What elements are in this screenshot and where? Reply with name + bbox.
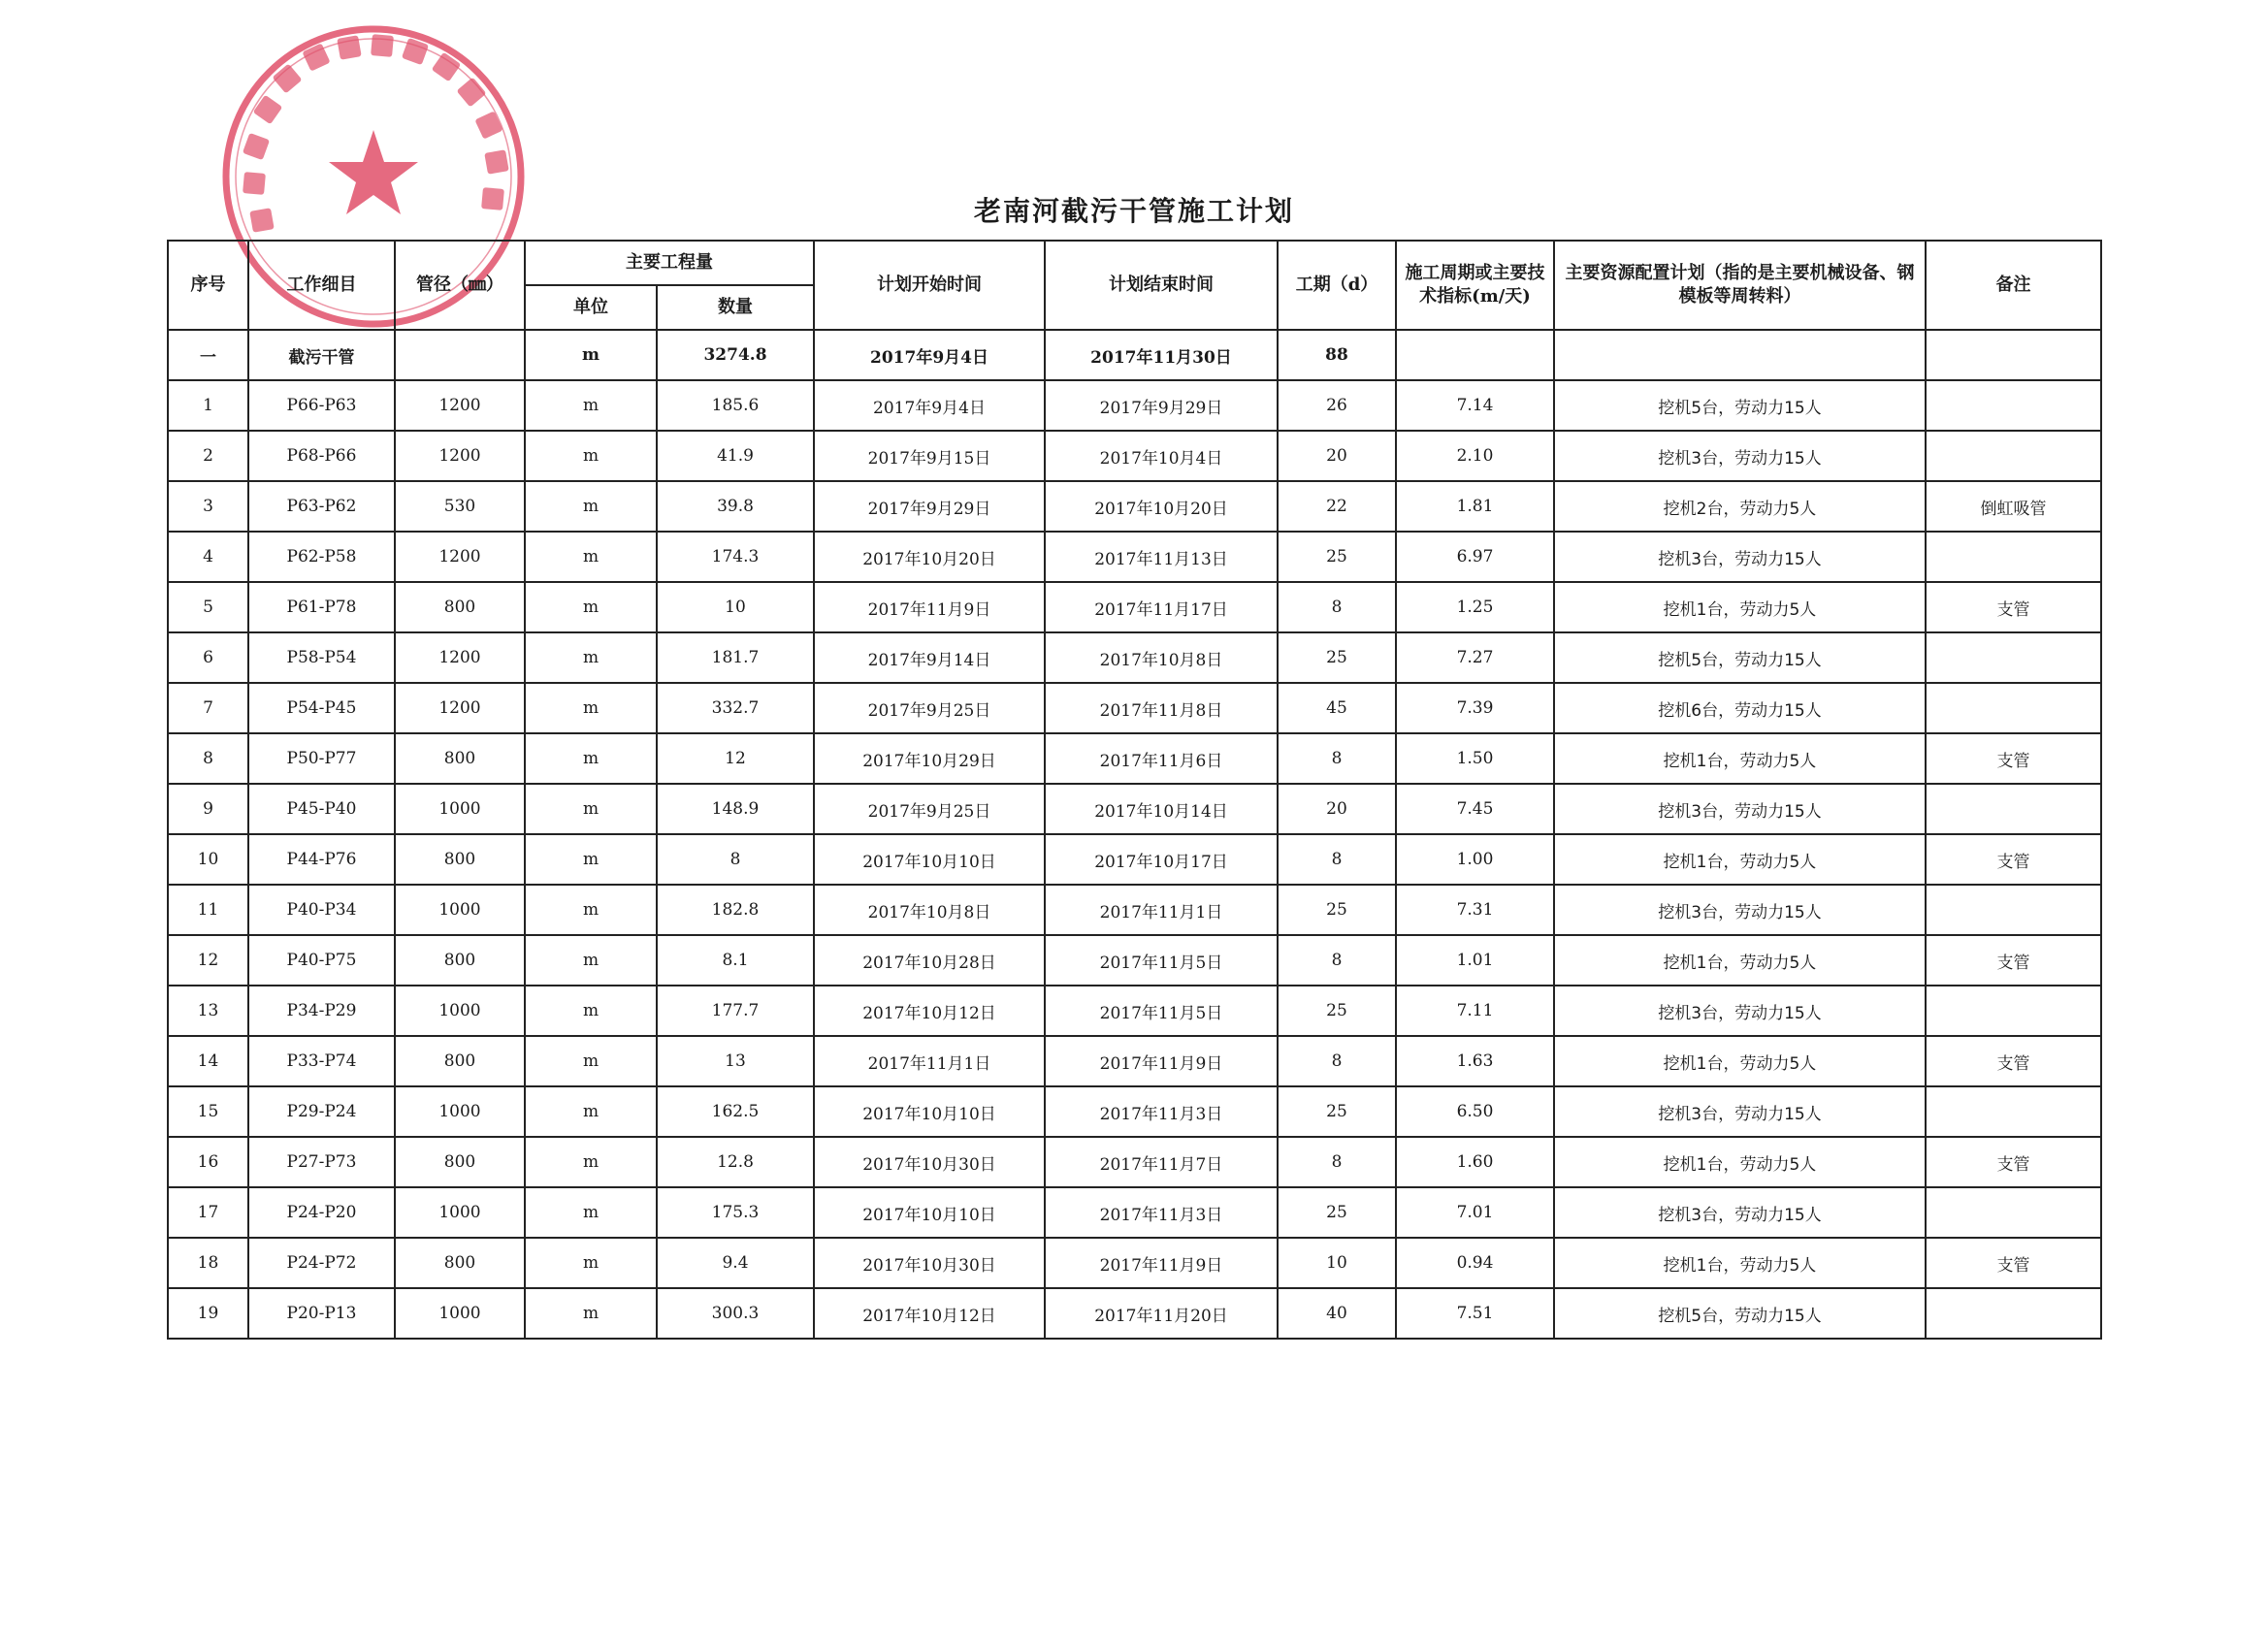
- cell-rate: 1.25: [1396, 582, 1554, 632]
- cell-seq: 1: [168, 380, 248, 431]
- table-row: [168, 733, 2101, 784]
- cell-rate: [1396, 330, 1554, 380]
- cell-amount: 148.9: [657, 784, 814, 834]
- cell-seq: 17: [168, 1187, 248, 1238]
- cell-end: 2017年11月3日: [1045, 1187, 1278, 1238]
- cell-unit: m: [525, 582, 657, 632]
- cell-note: [1926, 532, 2101, 582]
- cell-end: 2017年10月17日: [1045, 834, 1278, 885]
- cell-item: P29-P24: [248, 1086, 395, 1137]
- cell-note: 支管: [1926, 834, 2101, 885]
- cell-resources: 挖机1台，劳动力5人: [1554, 834, 1926, 885]
- cell-start: 2017年9月15日: [814, 431, 1045, 481]
- cell-seq: 18: [168, 1238, 248, 1288]
- cell-amount: 13: [657, 1036, 814, 1086]
- header-end: 计划结束时间: [1045, 241, 1278, 330]
- cell-resources: 挖机3台，劳动力15人: [1554, 885, 1926, 935]
- cell-unit: m: [525, 1086, 657, 1137]
- cell-rate: 0.94: [1396, 1238, 1554, 1288]
- cell-item: P24-P20: [248, 1187, 395, 1238]
- cell-amount: 9.4: [657, 1238, 814, 1288]
- cell-rate: 7.27: [1396, 632, 1554, 683]
- cell-note: 支管: [1926, 1137, 2101, 1187]
- cell-note: [1926, 431, 2101, 481]
- cell-diameter: 1000: [395, 885, 525, 935]
- table-row: [168, 935, 2101, 986]
- cell-end: 2017年9月29日: [1045, 380, 1278, 431]
- cell-resources: 挖机1台，劳动力5人: [1554, 733, 1926, 784]
- cell-diameter: 800: [395, 733, 525, 784]
- cell-unit: m: [525, 1238, 657, 1288]
- cell-item: P33-P74: [248, 1036, 395, 1086]
- cell-resources: 挖机1台，劳动力5人: [1554, 582, 1926, 632]
- cell-seq: 11: [168, 885, 248, 935]
- cell-resources: 挖机1台，劳动力5人: [1554, 1137, 1926, 1187]
- cell-amount: 300.3: [657, 1288, 814, 1339]
- cell-rate: 7.01: [1396, 1187, 1554, 1238]
- cell-diameter: 800: [395, 935, 525, 986]
- cell-unit: m: [525, 431, 657, 481]
- table-row: [168, 683, 2101, 733]
- cell-duration: 8: [1278, 1036, 1396, 1086]
- cell-duration: 88: [1278, 330, 1396, 380]
- cell-duration: 25: [1278, 1187, 1396, 1238]
- cell-amount: 182.8: [657, 885, 814, 935]
- cell-note: 支管: [1926, 935, 2101, 986]
- cell-unit: m: [525, 632, 657, 683]
- cell-duration: 8: [1278, 582, 1396, 632]
- cell-end: 2017年11月7日: [1045, 1137, 1278, 1187]
- cell-item: P58-P54: [248, 632, 395, 683]
- cell-seq: 3: [168, 481, 248, 532]
- cell-amount: 162.5: [657, 1086, 814, 1137]
- cell-duration: 25: [1278, 532, 1396, 582]
- cell-seq: 16: [168, 1137, 248, 1187]
- table-row: [168, 784, 2101, 834]
- cell-start: 2017年10月29日: [814, 733, 1045, 784]
- cell-unit: m: [525, 935, 657, 986]
- cell-end: 2017年11月1日: [1045, 885, 1278, 935]
- cell-start: 2017年10月12日: [814, 986, 1045, 1036]
- cell-diameter: 800: [395, 1137, 525, 1187]
- cell-note: 支管: [1926, 733, 2101, 784]
- cell-diameter: 1000: [395, 1187, 525, 1238]
- cell-diameter: 1200: [395, 632, 525, 683]
- cell-end: 2017年11月9日: [1045, 1238, 1278, 1288]
- cell-item: P44-P76: [248, 834, 395, 885]
- header-rate: 施工周期或主要技术指标(m/天): [1396, 241, 1554, 330]
- cell-diameter: 800: [395, 834, 525, 885]
- cell-duration: 22: [1278, 481, 1396, 532]
- cell-diameter: 1200: [395, 532, 525, 582]
- cell-item: P24-P72: [248, 1238, 395, 1288]
- cell-item: P66-P63: [248, 380, 395, 431]
- cell-amount: 181.7: [657, 632, 814, 683]
- cell-unit: m: [525, 834, 657, 885]
- cell-diameter: 1200: [395, 431, 525, 481]
- cell-note: 支管: [1926, 1238, 2101, 1288]
- cell-start: 2017年9月25日: [814, 683, 1045, 733]
- cell-amount: 41.9: [657, 431, 814, 481]
- cell-resources: [1554, 330, 1926, 380]
- cell-amount: 12.8: [657, 1137, 814, 1187]
- cell-seq: 6: [168, 632, 248, 683]
- cell-seq: 一: [168, 330, 248, 380]
- cell-resources: 挖机1台，劳动力5人: [1554, 1238, 1926, 1288]
- cell-seq: 8: [168, 733, 248, 784]
- cell-note: [1926, 380, 2101, 431]
- cell-amount: 177.7: [657, 986, 814, 1036]
- cell-item: P27-P73: [248, 1137, 395, 1187]
- cell-seq: 5: [168, 582, 248, 632]
- cell-note: 支管: [1926, 582, 2101, 632]
- cell-duration: 45: [1278, 683, 1396, 733]
- cell-unit: m: [525, 784, 657, 834]
- cell-start: 2017年9月4日: [814, 380, 1045, 431]
- cell-note: [1926, 632, 2101, 683]
- cell-seq: 13: [168, 986, 248, 1036]
- cell-start: 2017年10月30日: [814, 1137, 1045, 1187]
- cell-start: 2017年10月30日: [814, 1238, 1045, 1288]
- header-amount: 数量: [657, 285, 814, 330]
- table-row: [168, 834, 2101, 885]
- header-start: 计划开始时间: [814, 241, 1045, 330]
- cell-rate: 1.63: [1396, 1036, 1554, 1086]
- cell-diameter: 1200: [395, 683, 525, 733]
- table-row: [168, 986, 2101, 1036]
- cell-item: P63-P62: [248, 481, 395, 532]
- cell-rate: 7.31: [1396, 885, 1554, 935]
- cell-resources: 挖机1台，劳动力5人: [1554, 935, 1926, 986]
- cell-diameter: 530: [395, 481, 525, 532]
- cell-duration: 40: [1278, 1288, 1396, 1339]
- cell-resources: 挖机3台，劳动力15人: [1554, 532, 1926, 582]
- cell-start: 2017年10月28日: [814, 935, 1045, 986]
- cell-start: 2017年10月10日: [814, 1086, 1045, 1137]
- cell-seq: 14: [168, 1036, 248, 1086]
- cell-seq: 15: [168, 1086, 248, 1137]
- cell-start: 2017年10月20日: [814, 532, 1045, 582]
- cell-item: P61-P78: [248, 582, 395, 632]
- cell-item: P68-P66: [248, 431, 395, 481]
- cell-rate: 1.00: [1396, 834, 1554, 885]
- cell-rate: 7.51: [1396, 1288, 1554, 1339]
- cell-start: 2017年9月25日: [814, 784, 1045, 834]
- cell-end: 2017年11月5日: [1045, 935, 1278, 986]
- cell-end: 2017年11月20日: [1045, 1288, 1278, 1339]
- cell-seq: 12: [168, 935, 248, 986]
- cell-resources: 挖机1台，劳动力5人: [1554, 1036, 1926, 1086]
- cell-diameter: 800: [395, 582, 525, 632]
- table-row: [168, 1238, 2101, 1288]
- cell-diameter: 1200: [395, 380, 525, 431]
- cell-unit: m: [525, 986, 657, 1036]
- cell-seq: 9: [168, 784, 248, 834]
- header-unit: 单位: [525, 285, 657, 330]
- cell-start: 2017年11月9日: [814, 582, 1045, 632]
- cell-diameter: 1000: [395, 1086, 525, 1137]
- cell-resources: 挖机6台，劳动力15人: [1554, 683, 1926, 733]
- cell-unit: m: [525, 481, 657, 532]
- cell-duration: 26: [1278, 380, 1396, 431]
- cell-item: P20-P13: [248, 1288, 395, 1339]
- cell-resources: 挖机5台，劳动力15人: [1554, 1288, 1926, 1339]
- table-row: [168, 380, 2101, 431]
- cell-end: 2017年10月14日: [1045, 784, 1278, 834]
- header-seq: 序号: [168, 241, 248, 330]
- cell-resources: 挖机3台，劳动力15人: [1554, 986, 1926, 1036]
- cell-end: 2017年11月5日: [1045, 986, 1278, 1036]
- cell-unit: m: [525, 683, 657, 733]
- cell-amount: 12: [657, 733, 814, 784]
- cell-item: 截污干管: [248, 330, 395, 380]
- cell-diameter: 1000: [395, 1288, 525, 1339]
- table-row: [168, 532, 2101, 582]
- cell-start: 2017年10月8日: [814, 885, 1045, 935]
- table-row: [168, 582, 2101, 632]
- cell-diameter: 800: [395, 1036, 525, 1086]
- cell-resources: 挖机5台，劳动力15人: [1554, 632, 1926, 683]
- cell-end: 2017年11月17日: [1045, 582, 1278, 632]
- table-row: [168, 1137, 2101, 1187]
- cell-amount: 185.6: [657, 380, 814, 431]
- table-row: [168, 481, 2101, 532]
- cell-amount: 175.3: [657, 1187, 814, 1238]
- cell-duration: 25: [1278, 885, 1396, 935]
- cell-duration: 20: [1278, 431, 1396, 481]
- header-diameter: 管径（㎜）: [395, 241, 525, 330]
- table-row: [168, 885, 2101, 935]
- cell-resources: 挖机3台，劳动力15人: [1554, 1086, 1926, 1137]
- cell-amount: 8.1: [657, 935, 814, 986]
- cell-end: 2017年10月20日: [1045, 481, 1278, 532]
- cell-note: 倒虹吸管: [1926, 481, 2101, 532]
- table-row: [168, 1288, 2101, 1339]
- cell-note: [1926, 330, 2101, 380]
- table-row: [168, 1187, 2101, 1238]
- cell-seq: 2: [168, 431, 248, 481]
- cell-unit: m: [525, 733, 657, 784]
- table-row: [168, 632, 2101, 683]
- cell-amount: 332.7: [657, 683, 814, 733]
- cell-end: 2017年11月13日: [1045, 532, 1278, 582]
- cell-diameter: [395, 330, 525, 380]
- cell-duration: 8: [1278, 1137, 1396, 1187]
- header-item: 工作细目: [248, 241, 395, 330]
- cell-unit: m: [525, 1187, 657, 1238]
- cell-start: 2017年9月4日: [814, 330, 1045, 380]
- cell-amount: 8: [657, 834, 814, 885]
- cell-end: 2017年11月6日: [1045, 733, 1278, 784]
- cell-rate: 1.60: [1396, 1137, 1554, 1187]
- cell-note: [1926, 1187, 2101, 1238]
- cell-amount: 10: [657, 582, 814, 632]
- cell-note: [1926, 1086, 2101, 1137]
- cell-item: P40-P34: [248, 885, 395, 935]
- cell-rate: 6.50: [1396, 1086, 1554, 1137]
- cell-resources: 挖机3台，劳动力15人: [1554, 784, 1926, 834]
- cell-unit: m: [525, 380, 657, 431]
- cell-duration: 8: [1278, 935, 1396, 986]
- cell-seq: 10: [168, 834, 248, 885]
- cell-end: 2017年10月8日: [1045, 632, 1278, 683]
- cell-amount: 39.8: [657, 481, 814, 532]
- cell-duration: 8: [1278, 733, 1396, 784]
- cell-diameter: 800: [395, 1238, 525, 1288]
- cell-note: 支管: [1926, 1036, 2101, 1086]
- cell-unit: m: [525, 1036, 657, 1086]
- cell-end: 2017年11月30日: [1045, 330, 1278, 380]
- cell-duration: 25: [1278, 986, 1396, 1036]
- summary-row: [168, 330, 2101, 380]
- cell-rate: 7.45: [1396, 784, 1554, 834]
- cell-note: [1926, 784, 2101, 834]
- cell-note: [1926, 885, 2101, 935]
- cell-start: 2017年11月1日: [814, 1036, 1045, 1086]
- cell-resources: 挖机3台，劳动力15人: [1554, 431, 1926, 481]
- cell-end: 2017年11月9日: [1045, 1036, 1278, 1086]
- cell-resources: 挖机5台，劳动力15人: [1554, 380, 1926, 431]
- cell-rate: 2.10: [1396, 431, 1554, 481]
- cell-item: P62-P58: [248, 532, 395, 582]
- cell-start: 2017年9月29日: [814, 481, 1045, 532]
- construction-plan-table: [167, 240, 2102, 1340]
- cell-resources: 挖机3台，劳动力15人: [1554, 1187, 1926, 1238]
- header-note: 备注: [1926, 241, 2101, 330]
- cell-diameter: 1000: [395, 784, 525, 834]
- cell-rate: 1.81: [1396, 481, 1554, 532]
- cell-duration: 25: [1278, 632, 1396, 683]
- cell-unit: m: [525, 885, 657, 935]
- cell-seq: 7: [168, 683, 248, 733]
- cell-unit: m: [525, 1137, 657, 1187]
- cell-rate: 1.50: [1396, 733, 1554, 784]
- cell-unit: m: [525, 330, 657, 380]
- table-row: [168, 431, 2101, 481]
- cell-unit: m: [525, 1288, 657, 1339]
- table-row: [168, 1036, 2101, 1086]
- cell-end: 2017年11月8日: [1045, 683, 1278, 733]
- cell-resources: 挖机2台，劳动力5人: [1554, 481, 1926, 532]
- header-quantity-group: 主要工程量: [525, 241, 814, 285]
- document-title: 老南河截污干管施工计划: [973, 195, 1294, 227]
- cell-duration: 8: [1278, 834, 1396, 885]
- cell-seq: 19: [168, 1288, 248, 1339]
- cell-item: P50-P77: [248, 733, 395, 784]
- cell-amount: 174.3: [657, 532, 814, 582]
- header-resources: 主要资源配置计划（指的是主要机械设备、钢模板等周转料）: [1554, 241, 1926, 330]
- cell-unit: m: [525, 532, 657, 582]
- cell-duration: 10: [1278, 1238, 1396, 1288]
- cell-amount: 3274.8: [657, 330, 814, 380]
- cell-duration: 20: [1278, 784, 1396, 834]
- cell-duration: 25: [1278, 1086, 1396, 1137]
- cell-rate: 1.01: [1396, 935, 1554, 986]
- cell-item: P54-P45: [248, 683, 395, 733]
- cell-end: 2017年10月4日: [1045, 431, 1278, 481]
- cell-seq: 4: [168, 532, 248, 582]
- cell-item: P45-P40: [248, 784, 395, 834]
- cell-note: [1926, 1288, 2101, 1339]
- cell-rate: 7.11: [1396, 986, 1554, 1036]
- cell-item: P34-P29: [248, 986, 395, 1036]
- cell-start: 2017年10月12日: [814, 1288, 1045, 1339]
- cell-start: 2017年10月10日: [814, 834, 1045, 885]
- cell-start: 2017年10月10日: [814, 1187, 1045, 1238]
- cell-end: 2017年11月3日: [1045, 1086, 1278, 1137]
- cell-note: [1926, 683, 2101, 733]
- cell-rate: 7.14: [1396, 380, 1554, 431]
- cell-item: P40-P75: [248, 935, 395, 986]
- cell-diameter: 1000: [395, 986, 525, 1036]
- table-row: [168, 1086, 2101, 1137]
- header-duration: 工期（d）: [1278, 241, 1396, 330]
- cell-rate: 6.97: [1396, 532, 1554, 582]
- cell-rate: 7.39: [1396, 683, 1554, 733]
- cell-start: 2017年9月14日: [814, 632, 1045, 683]
- cell-note: [1926, 986, 2101, 1036]
